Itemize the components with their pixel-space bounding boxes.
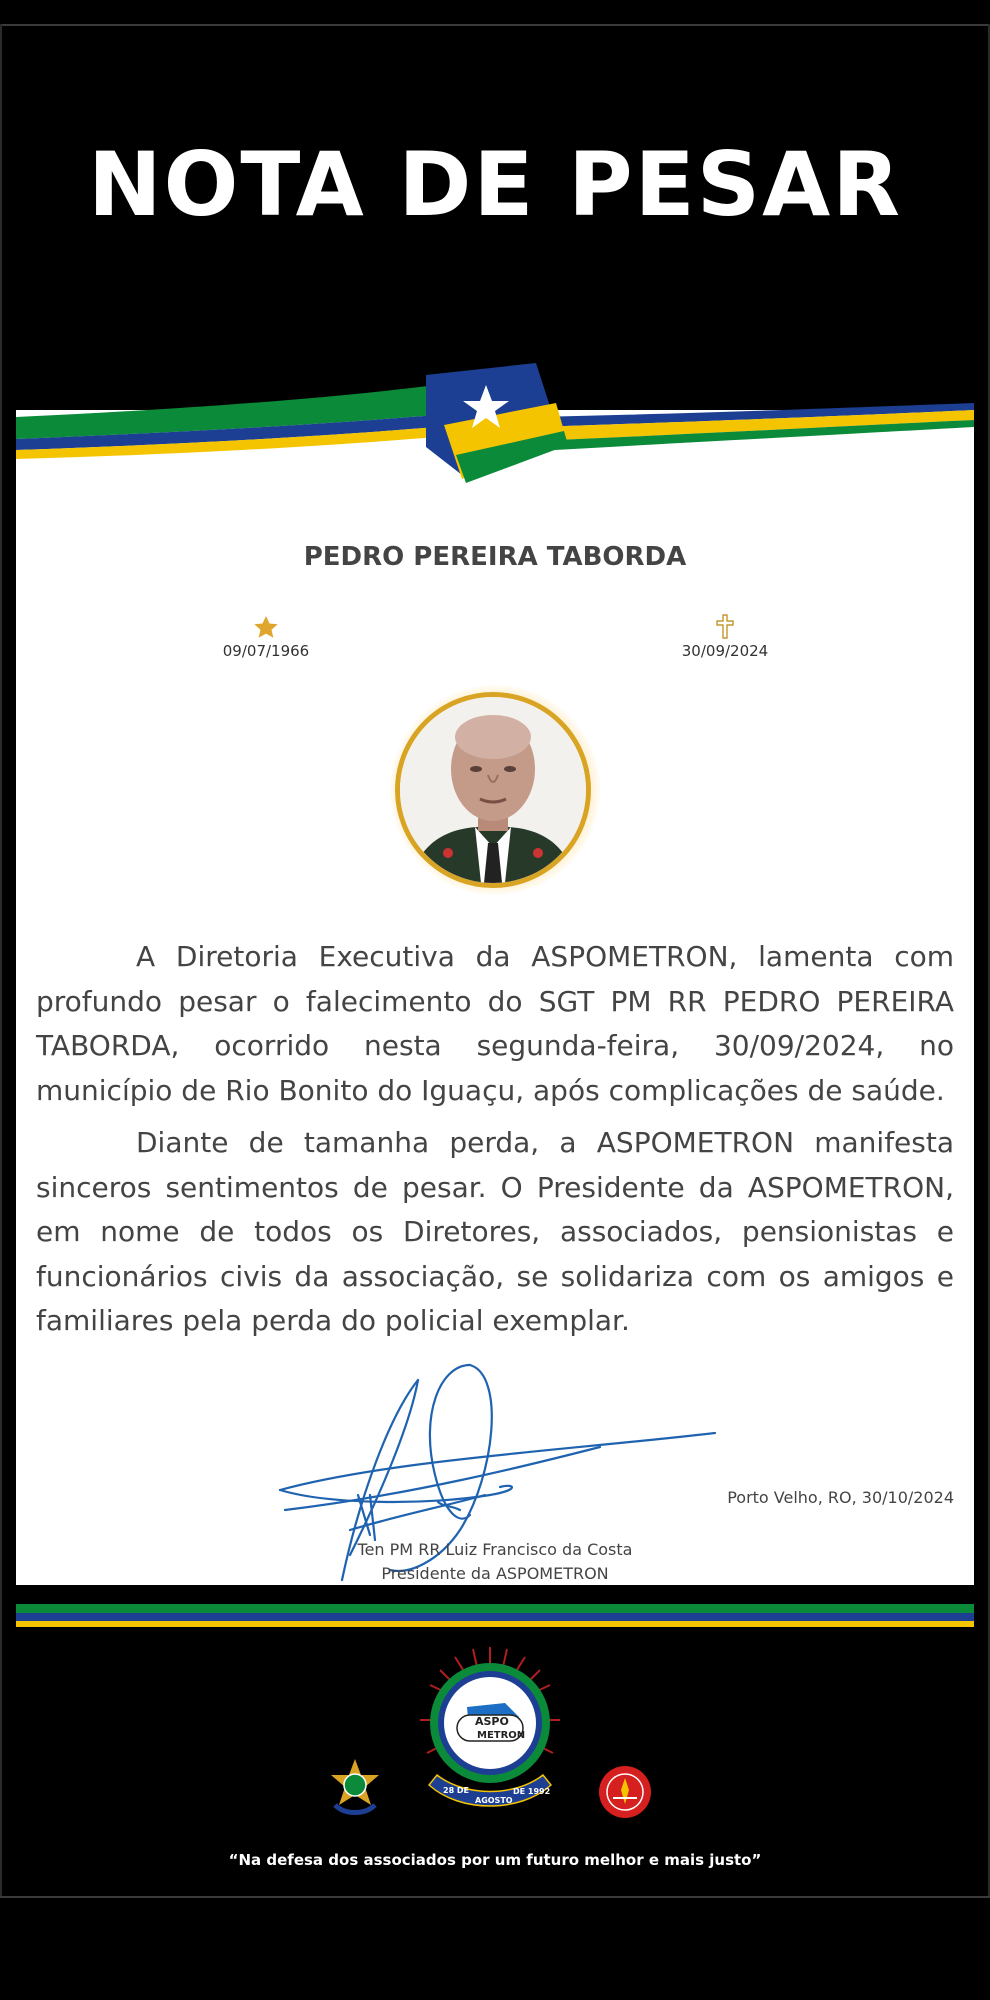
emblem-text-bottom: METRON [477,1730,526,1741]
police-badge-icon [325,1757,385,1817]
signer-name: Ten PM RR Luiz Francisco da Costa [357,1540,633,1559]
left-border [0,24,2,1896]
paragraph-2: Diante de tamanha perda, a ASPOMETRON manifesta sinceros sentimentos de pesar. O Presidente da ASPOMETRON, em nome de todos os Diretores, associados, pensionistas e funcionários civis da associação, se solidariza com os amigos e familiares pela perda do policial exemplar. [36,1126,954,1337]
flag-ribbon [16,355,974,485]
death-date: 30/09/2024 [681,642,769,660]
motto: “Na defesa dos associados por um futuro melhor e mais justo” [228,1851,762,1869]
birth-date-block [166,612,366,660]
cross-icon [625,612,825,640]
page-title: NOTA DE PESAR [87,133,903,236]
birth-date: 09/07/1966 [222,642,310,660]
ribbon-center-text: AGOSTO [475,1796,513,1805]
star-icon [166,612,366,640]
aspometron-emblem [415,1645,565,1825]
bottom-border [0,1896,990,1898]
emblem-text-top: ASPO [475,1715,509,1728]
paragraph-1: A Diretoria Executiva da ASPOMETRON, lamenta com profundo pesar o falecimento do SGT PM RR PEDRO PEREIRA TABORDA, ocorrido nesta segunda-feira, 30/09/2024, no município de Rio Bonito do Iguaçu, após complicações de saúde. [36,940,954,1107]
signer-title: Presidente da ASPOMETRON [381,1564,609,1583]
deceased-name: PEDRO PEREIRA TABORDA [303,542,687,572]
death-date-block [625,612,825,660]
firefighter-badge-icon [597,1764,653,1820]
portrait-photo [395,692,591,888]
place-and-date: Porto Velho, RO, 30/10/2024 [727,1488,954,1507]
ribbon-right-text: DE 1992 [513,1787,551,1796]
flag-stripes [16,1604,974,1628]
top-border [0,24,990,26]
person-portrait-icon [400,697,586,883]
condolence-text [36,935,954,1352]
ribbon-left-text: 28 DE [443,1786,470,1795]
